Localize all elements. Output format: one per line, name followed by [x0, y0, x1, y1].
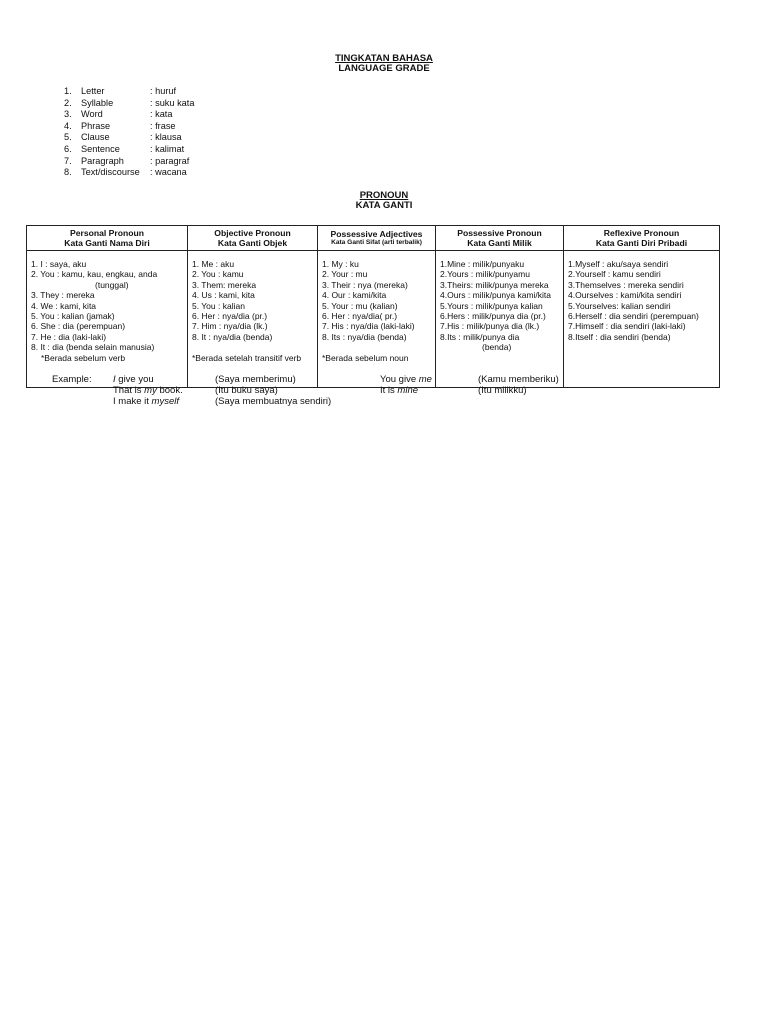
list-item: 2. Syllable : suku kata	[64, 97, 195, 108]
header-reflexive-pronoun: Reflexive Pronoun Kata Ganti Diri Pribadi	[564, 226, 720, 251]
example-translation: (Itu milikku)	[478, 385, 527, 397]
example-sentences-left	[113, 374, 183, 408]
example-sentence: That is my book.	[113, 385, 183, 397]
table-note: *Berada sebelum noun	[322, 352, 409, 363]
example-translations-left	[215, 374, 331, 408]
example-sentence: I give you	[113, 374, 154, 385]
list-item: 3. Word : kata	[64, 109, 173, 120]
table-header-row	[27, 226, 720, 251]
document-subtitle: LANGUAGE GRADE	[338, 63, 430, 74]
header-possessive-adjectives: Possessive Adjectives Kata Ganti Sifat (arti terbalik)	[318, 226, 436, 251]
example-sentence: It is mine	[380, 385, 419, 397]
example-translation: (Saya memberimu)	[215, 374, 296, 385]
example-sentences-right	[380, 374, 432, 396]
example-sentence: I make it myself	[113, 396, 179, 408]
header-objective-pronoun: Objective Pronoun Kata Ganti Objek	[188, 226, 318, 251]
table-row	[27, 251, 720, 388]
language-grade-list	[64, 86, 194, 179]
possessive-pronoun-cell: 1.Mine : milik/punyaku 2.Yours : milik/punyamu 3.Theirs: milik/punya mereka 4.Ours : milik/punya kami/kita 5.Yours : milik/punya kalian 6.Hers : milik/punya dia (pr.) 7.His : milik/punya dia (lk.) 8.Its : milik/punya dia (benda)	[436, 251, 564, 388]
list-item: 5. Clause : klausa	[64, 132, 182, 143]
example-translation: (Saya membuatnya sendiri)	[215, 396, 332, 408]
table-note: *Berada sebelum verb	[41, 352, 126, 363]
personal-pronoun-cell: 1. I : saya, aku 2. You : kamu, kau, engkau, anda (tunggal) 3. They : mereka 4. We : kami, kita 5. You : kalian (jamak) 6. She : dia (perempuan) 7. He : dia (laki-laki) 8. It : dia (benda selain manusia) *Berada sebelum verb	[27, 251, 188, 388]
list-item: 4. Phrase : frase	[64, 120, 176, 131]
pronoun-title: PRONOUN	[359, 190, 409, 201]
list-item: 6. Sentence : kalimat	[64, 143, 185, 154]
list-item: 7. Paragraph : paragraf	[64, 155, 190, 166]
reflexive-pronoun-cell: 1.Myself : aku/saya sendiri 2.Yourself : kamu sendiri 3.Themselves : mereka sendiri 4.Ourselves : kami/kita sendiri 5.Yourselves: kalian sendiri 6.Herself : dia sendiri (perempuan) 7.Himself : dia sendiri (laki-laki) 8.Itself : dia sendiri (benda)	[564, 251, 720, 388]
objective-pronoun-cell: 1. Me : aku 2. You : kamu 3. Them: mereka 4. Us : kami, kita 5. You : kalian 6. Her : nya/dia (pr.) 7. Him : nya/dia (lk.) 8. It : nya/dia (benda) *Berada setelah transitif verb	[188, 251, 318, 388]
list-item: 8. Text/discourse : wacana	[64, 167, 187, 178]
pronoun-subtitle: KATA GANTI	[355, 200, 413, 211]
example-translation: (Itu buku saya)	[215, 385, 278, 397]
example-translation: (Kamu memberiku)	[478, 374, 559, 385]
example-sentence: You give me	[380, 374, 432, 385]
list-item: 1. Letter : huruf	[64, 86, 177, 96]
header-personal-pronoun: Personal Pronoun Kata Ganti Nama Diri	[27, 226, 188, 251]
possessive-adjectives-cell: 1. My : ku 2. Your : mu 3. Their : nya (mereka) 4. Our : kami/kita 5. Your : mu (kalian) 6. Her : nya/dia( pr.) 7. His : nya/dia (laki-laki) 8. Its : nya/dia (benda) *Berada sebelum noun	[318, 251, 436, 388]
table-note: *Berada setelah transitif verb	[192, 352, 302, 363]
pronoun-table	[26, 225, 720, 388]
example-label: Example:	[52, 374, 92, 385]
document-title: TINGKATAN BAHASA	[335, 53, 433, 64]
example-translations-right	[478, 374, 559, 396]
header-possessive-pronoun: Possessive Pronoun Kata Ganti Milik	[436, 226, 564, 251]
